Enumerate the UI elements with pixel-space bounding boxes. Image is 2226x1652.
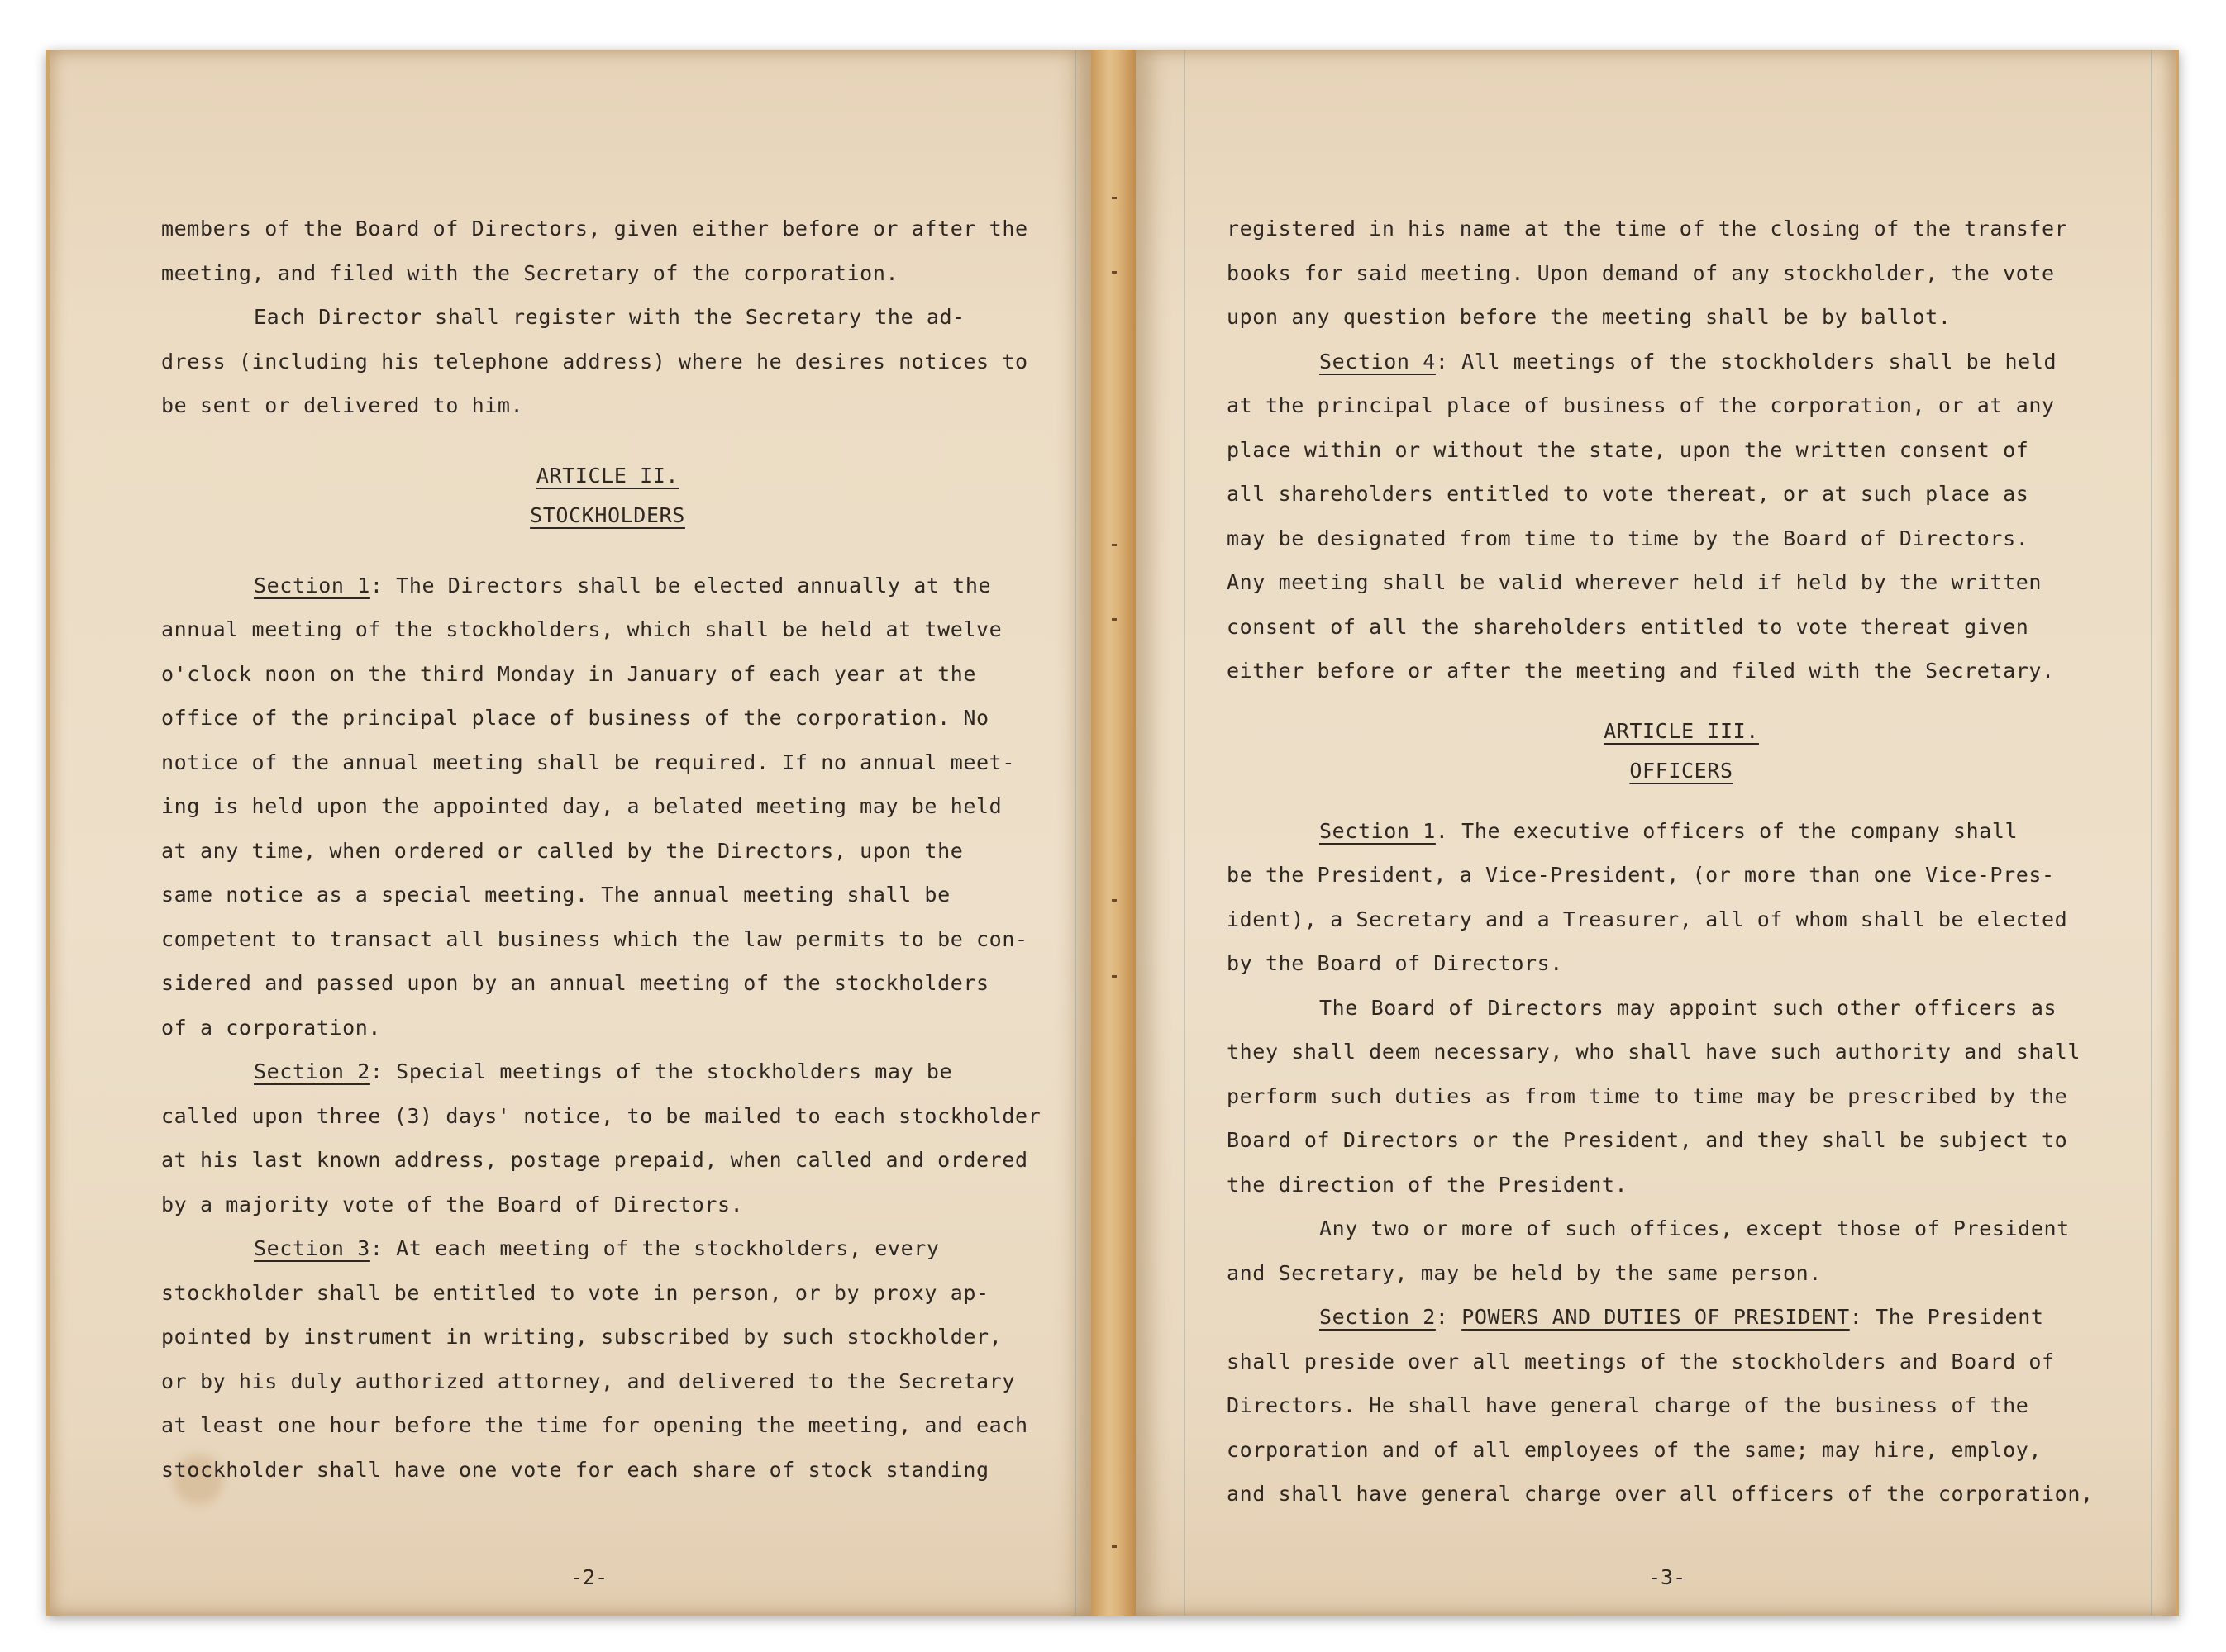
margin-rule (1075, 50, 1076, 1616)
section-label: Section 3 (254, 1236, 370, 1260)
text-line: at any time, when ordered or called by the Directors, upon the (161, 838, 964, 863)
section-title: POWERS AND DUTIES OF PRESIDENT (1461, 1305, 1850, 1329)
page-number: -2- (570, 1565, 608, 1589)
text-line: Any meeting shall be valid wherever held if held by the written (1227, 570, 2042, 594)
text-line: at least one hour before the time for opening the meeting, and each (161, 1413, 1028, 1437)
book-gutter (1091, 50, 1136, 1616)
section-line (161, 1226, 1054, 1271)
section-line (161, 564, 1054, 608)
text-line: sidered and passed upon by an annual meeting of the stockholders (161, 971, 989, 995)
text-line: shall preside over all meetings of the stockholders and Board of (1227, 1349, 2055, 1373)
text-run: : All meetings of the stockholders shall be held (1435, 349, 2057, 374)
page-right (1136, 50, 2176, 1616)
text-line: they shall deem necessary, who shall have such authority and shall (1227, 1040, 2081, 1064)
text-line: at the principal place of business of the corporation, or at any (1227, 393, 2055, 417)
margin-rule (1184, 50, 1185, 1616)
text-line: corporation and of all employees of the same; may hire, employ, (1227, 1437, 2042, 1462)
text-line: be the President, a Vice-President, (or more than one Vice-Pres- (1227, 863, 2055, 887)
text-line: at his last known address, postage prepaid, when called and ordered (161, 1148, 1028, 1172)
page-right-text (1227, 207, 2136, 1516)
text-line: notice of the annual meeting shall be required. If no annual meet- (161, 750, 1015, 774)
article-heading (1227, 712, 2136, 751)
text-run: : (1435, 1305, 1462, 1329)
text-run: : The President (1849, 1305, 2044, 1329)
text-line: be sent or delivered to him. (161, 393, 524, 417)
article-title (161, 496, 1054, 536)
gutter-mark (1112, 899, 1117, 902)
text-line: annual meeting of the stockholders, which shall be held at twelve (161, 617, 1003, 641)
margin-rule (2151, 50, 2152, 1616)
page-left (50, 50, 1091, 1616)
text-line: meeting, and filed with the Secretary of the corporation. (161, 260, 899, 285)
text-line: Each Director shall register with the Secretary the ad- (254, 305, 965, 329)
section-line (1227, 809, 2136, 854)
article-heading-text: ARTICLE III. (1604, 718, 1759, 743)
text-line: The Board of Directors may appoint such other officers as (1319, 995, 2057, 1020)
text-line: ident), a Secretary and a Treasurer, all of whom shall be elected (1227, 907, 2068, 931)
text-line: stockholder shall be entitled to vote in person, or by proxy ap- (161, 1280, 989, 1305)
text-line: Directors. He shall have general charge of the business of the (1227, 1393, 2029, 1417)
section-line (1227, 1295, 2136, 1340)
text-line: consent of all the shareholders entitled to vote thereat given (1227, 614, 2029, 639)
text-line: or by his duly authorized attorney, and delivered to the Secretary (161, 1369, 1015, 1393)
gutter-mark (1112, 975, 1117, 978)
text-line: ing is held upon the appointed day, a belated meeting may be held (161, 794, 1003, 818)
text-line: perform such duties as from time to time may be prescribed by the (1227, 1083, 2068, 1108)
section-line (1227, 340, 2136, 384)
text-line: dress (including his telephone address) where he desires notices to (161, 349, 1028, 374)
text-line: by a majority vote of the Board of Directors. (161, 1192, 744, 1216)
text-line: Any two or more of such offices, except those of President (1319, 1216, 2070, 1240)
page-number: -3- (1648, 1565, 1686, 1589)
section-label: Section 2 (254, 1059, 370, 1083)
article-heading (161, 456, 1054, 496)
text-line: either before or after the meeting and filed with the Secretary. (1227, 659, 2055, 683)
text-line: all shareholders entitled to vote thereat, or at such place as (1227, 482, 2029, 506)
section-label: Section 2 (1319, 1305, 1436, 1329)
text-line: registered in his name at the time of the closing of the transfer (1227, 217, 2068, 240)
text-line: books for said meeting. Upon demand of any stockholder, the vote (1227, 260, 2055, 285)
text-run: : At each meeting of the stockholders, every (369, 1236, 940, 1260)
text-line: same notice as a special meeting. The annual meeting shall be (161, 883, 951, 907)
text-line: may be designated from time to time by the Board of Directors. (1227, 526, 2029, 550)
text-line: office of the principal place of business of the corporation. No (161, 706, 989, 730)
gutter-mark (1112, 618, 1117, 621)
section-line (161, 1050, 1054, 1094)
article-title-text: STOCKHOLDERS (530, 502, 685, 527)
text-line: and shall have general charge over all officers of the corporation, (1227, 1482, 2094, 1506)
text-line: place within or without the state, upon the written consent of (1227, 437, 2029, 462)
page-left-text (161, 207, 1054, 1492)
article-title (1227, 751, 2136, 791)
text-line: the direction of the President. (1227, 1172, 1628, 1197)
text-line: stockholder shall have one vote for each share of stock standing (161, 1457, 989, 1482)
text-line: called upon three (3) days' notice, to be mailed to each stockholder (161, 1103, 1042, 1128)
text-line: competent to transact all business which the law permits to be con- (161, 926, 1028, 951)
text-run: . The executive officers of the company shall (1435, 818, 2019, 843)
text-line: o'clock noon on the third Monday in January of each year at the (161, 661, 977, 686)
article-heading-text: ARTICLE II. (536, 463, 679, 488)
article-title-text: OFFICERS (1629, 758, 1733, 783)
text-line: of a corporation. (161, 1015, 382, 1040)
text-line: by the Board of Directors. (1227, 951, 1563, 975)
text-line: and Secretary, may be held by the same person. (1227, 1260, 1822, 1285)
text-line: members of the Board of Directors, given either before or after the (161, 217, 1028, 240)
gutter-mark (1112, 271, 1117, 274)
section-label: Section 1 (1319, 818, 1436, 843)
text-run: : The Directors shall be elected annually at the (369, 573, 992, 597)
text-line: pointed by instrument in writing, subscribed by such stockholder, (161, 1325, 1003, 1349)
section-label: Section 1 (254, 573, 370, 597)
text-line: Board of Directors or the President, and they shall be subject to (1227, 1128, 2068, 1152)
gutter-mark (1112, 1545, 1117, 1548)
text-run: : Special meetings of the stockholders may be (369, 1059, 953, 1083)
gutter-mark (1112, 197, 1117, 199)
text-line: upon any question before the meeting shall be by ballot. (1227, 305, 1952, 329)
document-spread (46, 50, 2179, 1616)
section-label: Section 4 (1319, 349, 1436, 374)
gutter-mark (1112, 544, 1117, 546)
